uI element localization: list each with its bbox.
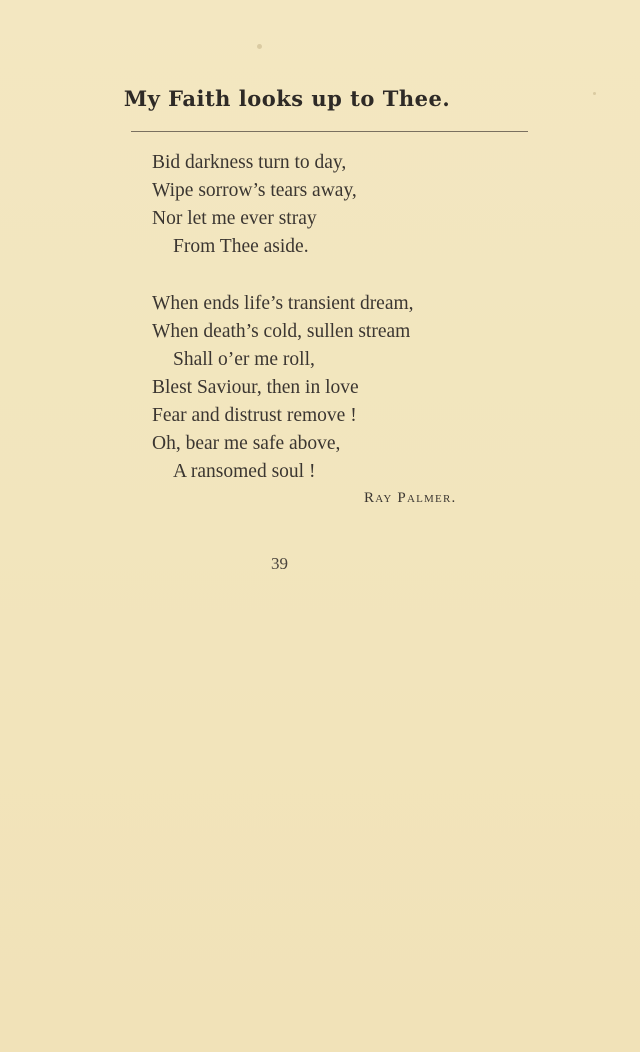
poem-line: Blest Saviour, then in love	[152, 377, 359, 398]
poem-line: When ends life’s transient dream,	[152, 293, 414, 314]
poem-line: Oh, bear me safe above,	[152, 433, 341, 454]
poem-line: Wipe sorrow’s tears away,	[152, 180, 357, 201]
stanza-1	[152, 149, 357, 261]
poem-line: Fear and distrust remove !	[152, 405, 357, 426]
author-attribution: Ray Palmer.	[364, 490, 457, 506]
running-head	[0, 86, 640, 111]
running-head-text: My Faith looks up to Thee.	[123, 86, 451, 111]
paper-speck	[593, 92, 596, 95]
poem-line: A ransomed soul !	[173, 461, 316, 482]
stanza-2	[152, 290, 414, 486]
poem-line: When death’s cold, sullen stream	[152, 321, 411, 342]
page-number: 39	[271, 554, 288, 573]
paper-speck	[257, 44, 262, 49]
poem-line: Shall o’er me roll,	[173, 349, 315, 370]
poem-line: From Thee aside.	[173, 236, 309, 257]
poem-line: Bid darkness turn to day,	[152, 152, 347, 173]
poem-line: Nor let me ever stray	[152, 208, 317, 229]
header-rule	[131, 131, 528, 132]
